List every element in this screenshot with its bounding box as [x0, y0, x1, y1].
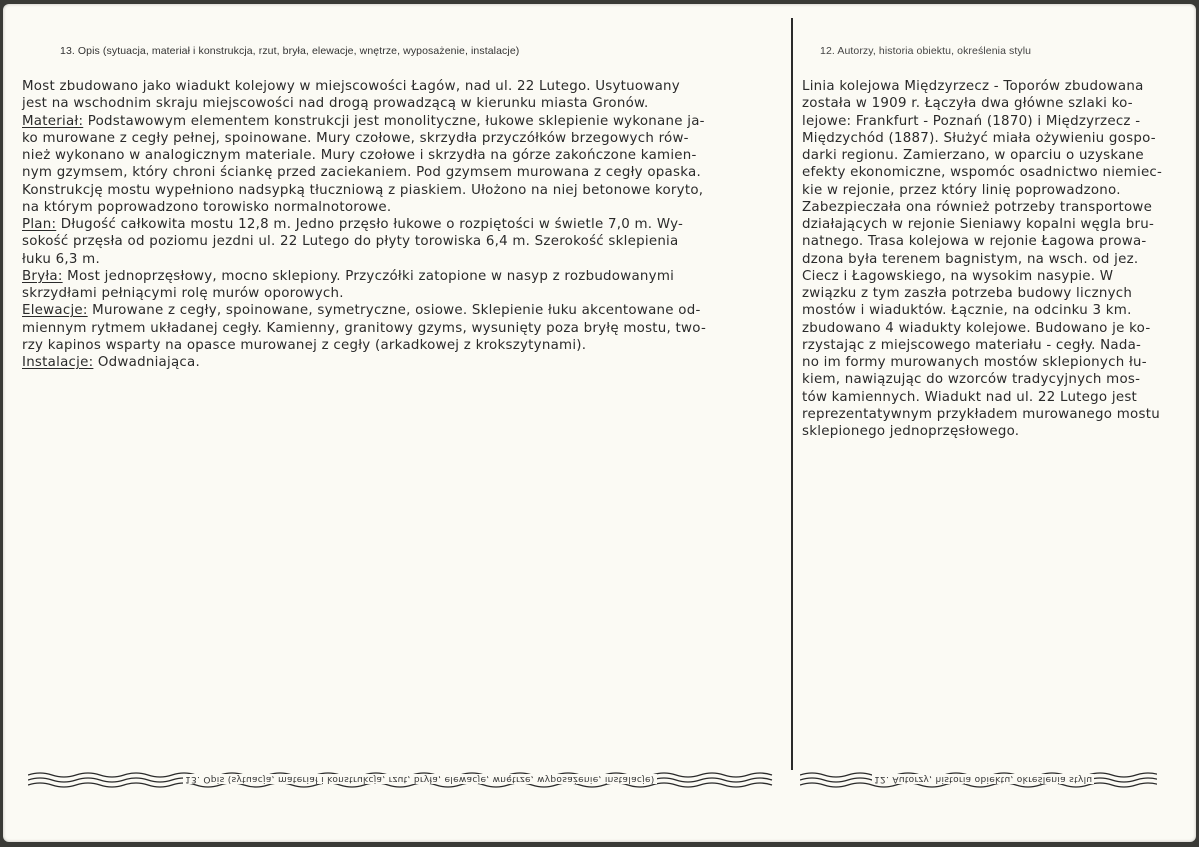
- bleedthrough-band-right: [800, 770, 1157, 790]
- history-line: działających w rejonie Sieniawy kopalni węgla bru-: [802, 217, 1155, 232]
- material-paragraph: Materiał: Podstawowym elementem konstrukcji jest monolityczne, łukowe sklepienie wykonane ja-: [22, 113, 705, 129]
- bryla-label: Bryła:: [22, 268, 63, 284]
- history-line: tów kamiennych. Wiadukt nad ul. 22 Lutego jest: [802, 389, 1138, 405]
- mirrored-header-text: 13. Opis (sytuacja, materiał i konstrukcja, rzut, bryła, elewacje, wnętrze, wyposażenie, instalacje): [185, 774, 655, 784]
- instalacje-label: Instalacje:: [22, 355, 94, 370]
- instalacje-paragraph: Instalacje: Odwadniająca.: [22, 355, 201, 370]
- history-line: Zabezpieczała ona również potrzeby transportowe: [802, 199, 1153, 215]
- intro-line: jest na wschodnim skraju miejscowości nad drogą prowadzącą w kierunku miasta Gronów.: [22, 96, 649, 112]
- elewacje-line: rzy kapinos wsparty na opasce murowanej z cegły (arkadkowej z krokszytynami).: [22, 337, 587, 353]
- section-12-header: 12. Autorzy, historia obiektu, określenia stylu: [820, 45, 1032, 57]
- history-line: została w 1909 r. Łączyła dwa główne szlaki ko-: [802, 96, 1133, 112]
- bryla-line: skrzydłami pełniącymi rolę murów oporowych.: [22, 286, 344, 301]
- history-line: darki regionu. Zamierzano, w oparciu o uzyskane: [802, 148, 1144, 163]
- material-line: ko murowane z cegły pełnej, spoinowane. Mury czołowe, skrzydła przyczółków brzegowych rów-: [22, 130, 689, 146]
- history-line: reprezentatywnym przykładem murowanego mostu: [802, 406, 1160, 422]
- history-line: natnego. Trasa kolejowa w rejonie Łagowa prowa-: [802, 234, 1147, 250]
- section-12-body: [802, 78, 1182, 440]
- material-line: nież wykonano w analogicznym materiale. Mury czołowe i skrzydła na górze zakończone kamien-: [22, 148, 697, 163]
- plan-paragraph: Plan: Długość całkowita mostu 12,8 m. Jedno przęsło łukowe o rozpiętości w świetle 7,0 m. Wy-: [22, 217, 684, 232]
- history-line: rzystając z miejscowego materiału - cegły. Nada-: [802, 337, 1142, 353]
- history-line: Międzychód (1887). Służyć miała ożywieniu gospo-: [802, 130, 1156, 146]
- bleedthrough-band-left: [28, 770, 780, 790]
- section-13-header: 13. Opis (sytuacja, materiał i konstrukcja, rzut, bryła, elewacje, wnętrze, wyposażenie, instalacje): [60, 45, 520, 57]
- material-line: nym gzymsem, który chroni ściankę przed zaciekaniem. Pod gzymsem murowana z cegły opaska.: [22, 165, 701, 181]
- material-label: Materiał:: [22, 113, 84, 129]
- history-line: kiem, nawiązując do wzorców tradycyjnych mos-: [802, 372, 1141, 388]
- history-line: Linia kolejowa Międzyrzecz - Toporów zbudowana: [802, 79, 1144, 94]
- plan-line: łuku 6,3 m.: [22, 251, 100, 267]
- history-line: dzona była terenem bagnistym, na wsch. od jez.: [802, 251, 1139, 267]
- history-line: zbudowano 4 wiadukty kolejowe. Budowano je ko-: [802, 320, 1151, 336]
- mirrored-header-text: 12. Autorzy, historia obiektu, określenia stylu: [874, 774, 1093, 784]
- plan-line: sokość przęsła od poziomu jezdni ul. 22 Lutego do płyty torowiska 6,4 m. Szerokość sklepienia: [22, 234, 679, 250]
- history-line: no im formy murowanych mostów sklepionych łu-: [802, 355, 1147, 370]
- elewacje-line: miennym rytmem układanej cegły. Kamienny, granitowy gzyms, wysunięty poza bryłę mostu, two-: [22, 320, 707, 336]
- plan-label: Plan:: [22, 217, 57, 232]
- history-line: sklepionego jednoprzęsłowego.: [802, 424, 1020, 439]
- history-line: kie w rejonie, przez który linię poprowadzono.: [802, 182, 1121, 198]
- section-13-body: [22, 78, 782, 371]
- elewacje-label: Elewacje:: [22, 303, 88, 319]
- bryla-paragraph: Bryła: Most jednoprzęsłowy, mocno sklepiony. Przyczółki zatopione w nasyp z rozbudowanymi: [22, 268, 675, 284]
- history-line: efekty ekonomiczne, wspomóc osadnictwo niemiec-: [802, 165, 1163, 181]
- elewacje-paragraph: Elewacje: Murowane z cegły, spoinowane, symetryczne, osiowe. Sklepienie łuku akcentowane od-: [22, 303, 701, 319]
- history-line: mostów i wiaduktów. Łącznie, na odcinku 3 km.: [802, 303, 1132, 319]
- intro-line: Most zbudowano jako wiadukt kolejowy w miejscowości Łagów, nad ul. 22 Lutego. Usytuowany: [22, 79, 680, 94]
- history-line: lejowe: Frankfurt - Poznań (1870) i Międzyrzecz -: [802, 113, 1141, 129]
- history-line: związku z tym zaszła potrzeba budowy licznych: [802, 286, 1133, 301]
- material-line: Konstrukcję mostu wypełniono nadsypką tłuczniową z piaskiem. Ułożono na niej betonowe koryto,: [22, 182, 704, 198]
- material-line: na którym poprowadzono torowisko normalnotorowe.: [22, 199, 392, 215]
- column-divider: [791, 18, 793, 770]
- history-line: Ciecz i Łagowskiego, na wysokim nasypie. W: [802, 268, 1114, 284]
